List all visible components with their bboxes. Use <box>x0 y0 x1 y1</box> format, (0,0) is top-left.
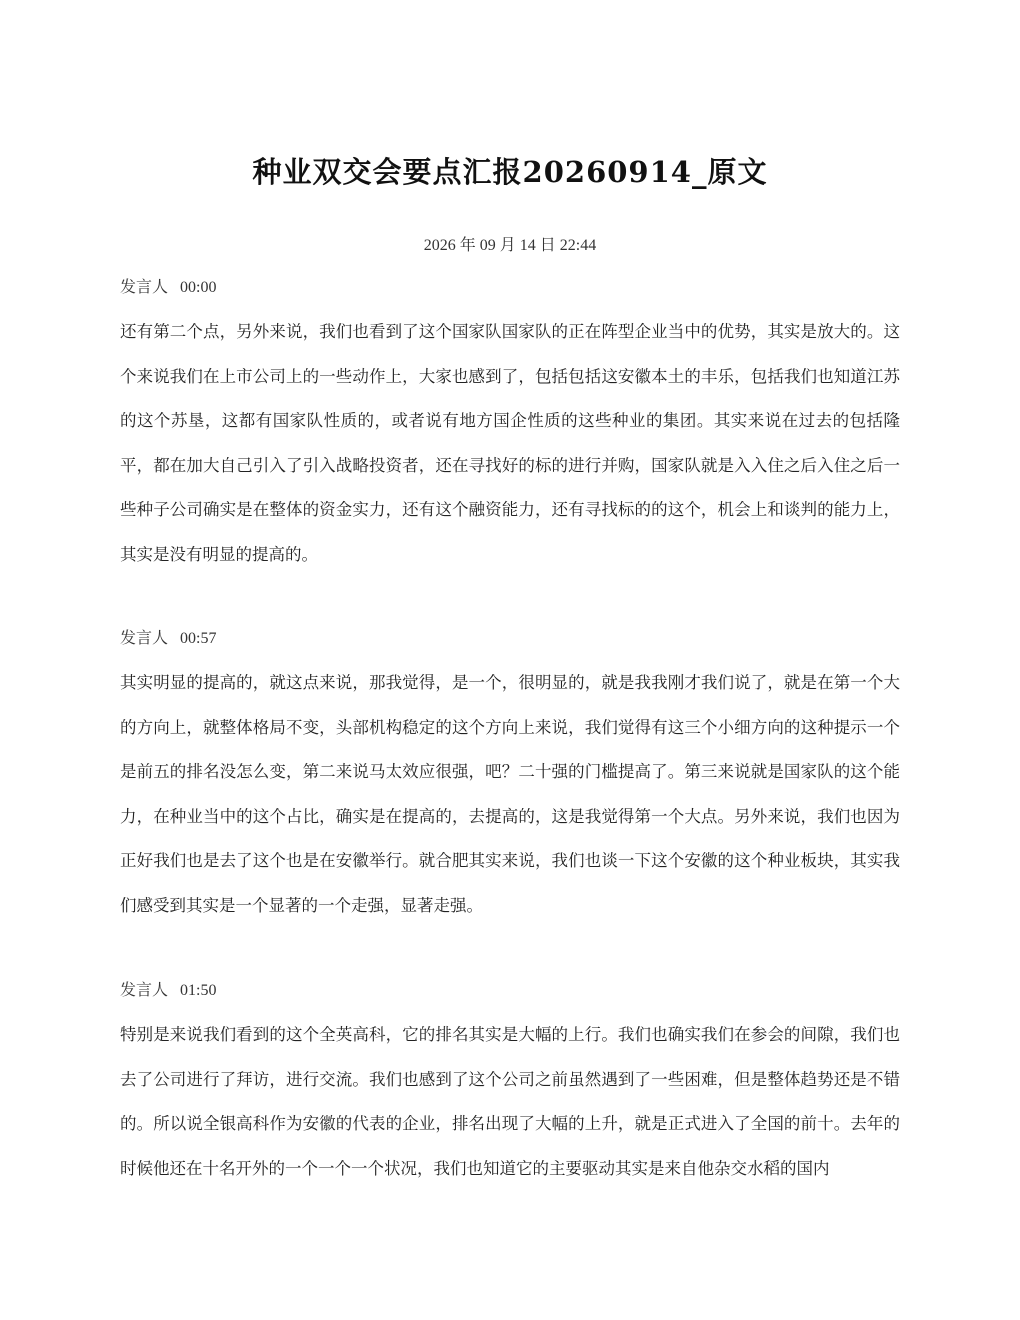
segment-text: 还有第二个点，另外来说，我们也看到了这个国家队国家队的正在阵型企业当中的优势，其实是放大的。这个来说我们在上市公司上的一些动作上，大家也感到了，包括包括这安徽本土的丰乐，包括我们也知道江苏的这个苏垦，这都有国家队性质的，或者说有地方国企性质的这些种业的集团。其实来说在过去的包括隆平，都在加大自己引入了引入战略投资者，还在寻找好的标的进行并购，国家队就是入入住之后入住之后一些种子公司确实是在整体的资金实力，还有这个融资能力，还有寻找标的的这个，机会上和谈判的能力上，其实是没有明显的提高的。 <box>120 322 900 564</box>
speaker-name: 发言人 <box>120 628 169 647</box>
transcript-segment <box>120 276 900 577</box>
transcript-segment <box>120 979 900 1191</box>
speaker-name: 发言人 <box>120 980 169 999</box>
document-title: 种业双交会要点汇报20260914_原文 <box>252 155 768 189</box>
speaker-name: 发言人 <box>120 277 169 296</box>
speaker-line <box>120 627 900 649</box>
speaker-line <box>120 276 900 298</box>
segment-text: 特别是来说我们看到的这个全英高科，它的排名其实是大幅的上行。我们也确实我们在参会的间隙，我们也去了公司进行了拜访，进行交流。我们也感到了这个公司之前虽然遇到了一些困难，但是整体趋势还是不错的。所以说全银高科作为安徽的代表的企业，排名出现了大幅的上升，就是正式进入了全国的前十。去年的时候他还在十名开外的一个一个一个状况，我们也知道它的主要驱动其实是来自他杂交水稻的国内 <box>120 1025 900 1178</box>
speaker-timestamp: 01:50 <box>180 982 217 999</box>
segment-text: 其实明显的提高的，就这点来说，那我觉得，是一个，很明显的，就是我我刚才我们说了，就是在第一个大的方向上，就整体格局不变，头部机构稳定的这个方向上来说，我们觉得有这三个小细方向的这种提示一个是前五的排名没怎么变，第二来说马太效应很强，吧？二十强的门槛提高了。第三来说就是国家队的这个能力，在种业当中的这个占比，确实是在提高的，去提高的，这是我觉得第一个大点。另外来说，我们也因为正好我们也是去了这个也是在安徽举行。就合肥其实来说，我们也谈一下这个安徽的这个种业板块，其实我们感受到其实是一个显著的一个走强，显著走强。 <box>120 673 900 915</box>
speaker-line <box>120 979 900 1001</box>
transcript-segment <box>120 627 900 928</box>
speaker-timestamp: 00:57 <box>180 630 217 647</box>
document-date: 2026 年 09 月 14 日 22:44 <box>423 237 597 254</box>
speaker-timestamp: 00:00 <box>180 279 217 296</box>
